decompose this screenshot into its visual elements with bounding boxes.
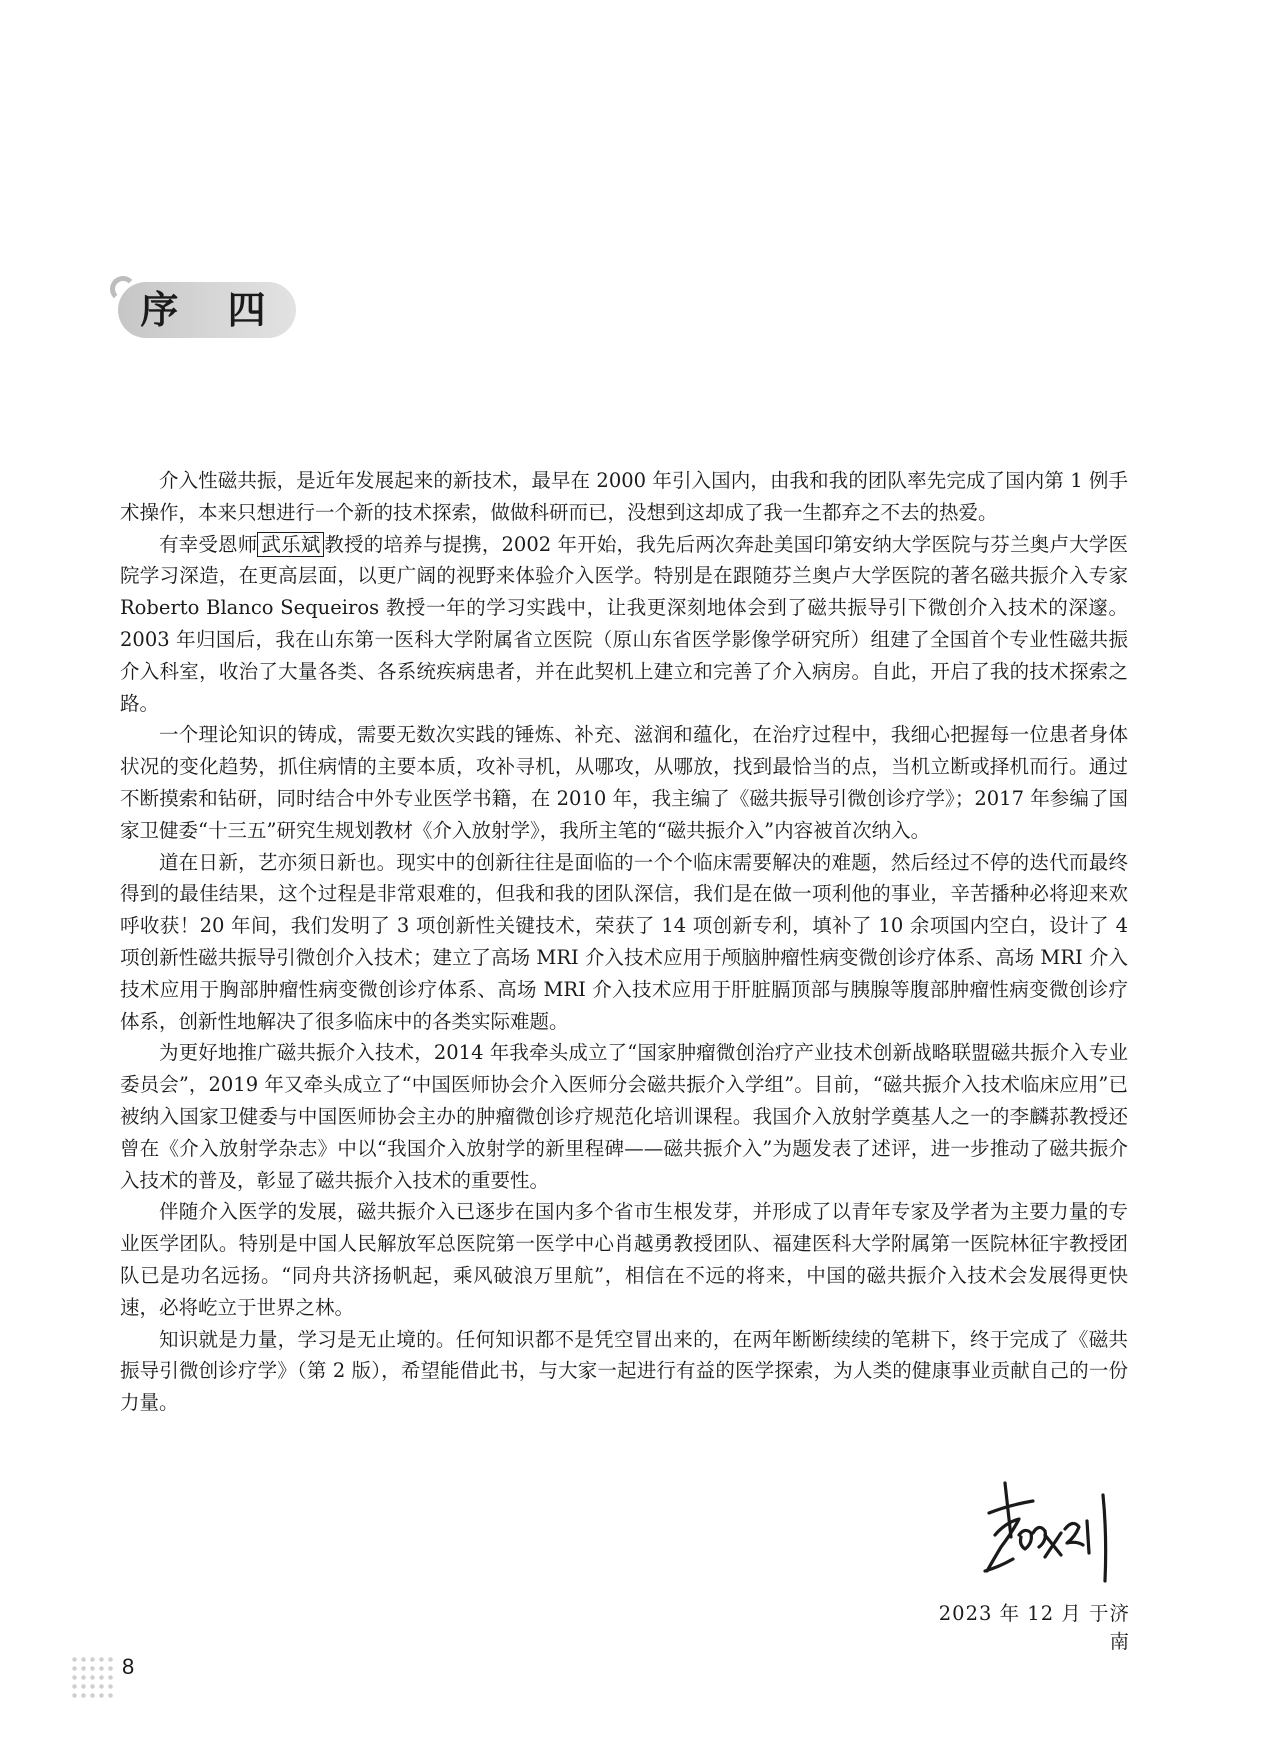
- page-number: 8: [122, 1654, 135, 1679]
- date-place: 2023 年 12 月 于济南: [938, 1602, 1130, 1653]
- section-title-badge: [110, 270, 296, 346]
- paragraph-3: 一个理论知识的铸成，需要无数次实践的锤炼、补充、滋润和蕴化，在治疗过程中，我细心把握每一位患者身体状况的变化趋势，抓住病情的主要本质，攻补寻机，从哪攻，从哪放，找到最恰当的点，当机立断或择机而行。通过不断摸索和钻研，同时结合中外专业医学书籍，在 2010 年，我主编了《磁共振导引微创诊疗学》；2017 年参编了国家卫健委“十三五”研究生规划教材《介入放射学》，我所主笔的“磁共振介入”内容被首次纳入。: [120, 723, 1128, 842]
- signature-drawing: [975, 1475, 1125, 1585]
- paragraph-1: 介入性磁共振，是近年发展起来的新技术，最早在 2000 年引入国内，由我和我的团队率先完成了国内第 1 例手术操作，本来只想进行一个新的技术探索，做做科研而已，没想到这却成了我一生都弃之不去的热爱。: [120, 469, 1128, 524]
- paragraph-2-before: 有幸受恩师: [159, 532, 258, 556]
- preface-body: [120, 465, 1128, 1419]
- paragraph-5: 为更好地推广磁共振介入技术，2014 年我牵头成立了“国家肿瘤微创治疗产业技术创新战略联盟磁共振介入专业委员会”，2019 年又牵头成立了“中国医师协会介入医师分会磁共振介入学组”。目前，“磁共振介入技术临床应用”已被纳入国家卫健委与中国医师协会主办的肿瘤微创诊疗规范化培训课程。我国介入放射学奠基人之一的李麟荪教授还曾在《介入放射学杂志》中以“我国介入放射学的新里程碑——磁共振介入”为题发表了述评，进一步推动了磁共振介入技术的普及，彰显了磁共振介入技术的重要性。: [120, 1041, 1128, 1192]
- section-title: 序 四: [140, 288, 284, 332]
- handwritten-signature: [975, 1475, 1125, 1585]
- boxed-mentor-name: 武乐斌: [257, 532, 324, 557]
- page-corner-dot-pattern: [70, 1655, 116, 1701]
- paragraph-2: [120, 529, 1128, 720]
- paragraph-6: 伴随介入医学的发展，磁共振介入已逐步在国内多个省市生根发芽，并形成了以青年专家及学者为主要力量的专业医学团队。特别是中国人民解放军总医院第一医学中心肖越勇教授团队、福建医科大学附属第一医院林征宇教授团队已是功名远扬。“同舟共济扬帆起，乘风破浪万里航”，相信在不远的将来，中国的磁共振介入技术会发展得更快速，必将屹立于世界之林。: [120, 1200, 1128, 1319]
- paragraph-4: 道在日新，艺亦须日新也。现实中的创新往往是面临的一个个临床需要解决的难题，然后经过不停的迭代而最终得到的最佳结果，这个过程是非常艰难的，但我和我的团队深信，我们是在做一项利他的事业，辛苦播种必将迎来欢呼收获！20 年间，我们发明了 3 项创新性关键技术，荣获了 14 项创新专利，填补了 10 余项国内空白，设计了 4 项创新性磁共振导引微创介入技术；建立了高场 MRI 介入技术应用于颅脑肿瘤性病变微创诊疗体系、高场 MRI 介入技术应用于胸部肿瘤性病变微创诊疗体系、高场 MRI 介入技术应用于肝脏膈顶部与胰腺等腹部肿瘤性病变微创诊疗体系，创新性地解决了很多临床中的各类实际难题。: [120, 850, 1128, 1033]
- paragraph-2-after: 教授的培养与提携，2002 年开始，我先后两次奔赴美国印第安纳大学医院与芬兰奥卢大学医院学习深造，在更高层面，以更广阔的视野来体验介入医学。特别是在跟随芬兰奥卢大学医院的著名磁共振介入专家 Roberto Blanco Sequeiros 教授一年的学习实践中，让我更深刻地体会到了磁共振导引下微创介入技术的深邃。2003 年归国后，我在山东第一医科大学附属省立医院（原山东省医学影像学研究所）组建了全国首个专业性磁共振介入科室，收治了大量各类、各系统疾病患者，并在此契机上建立和完善了介入病房。自此，开启了我的技术探索之路。: [120, 532, 1128, 715]
- paragraph-7: 知识就是力量，学习是无止境的。任何知识都不是凭空冒出来的，在两年断断续续的笔耕下，终于完成了《磁共振导引微创诊疗学》（第 2 版），希望能借此书，与大家一起进行有益的医学探索，为人类的健康事业贡献自己的一份力量。: [120, 1327, 1128, 1415]
